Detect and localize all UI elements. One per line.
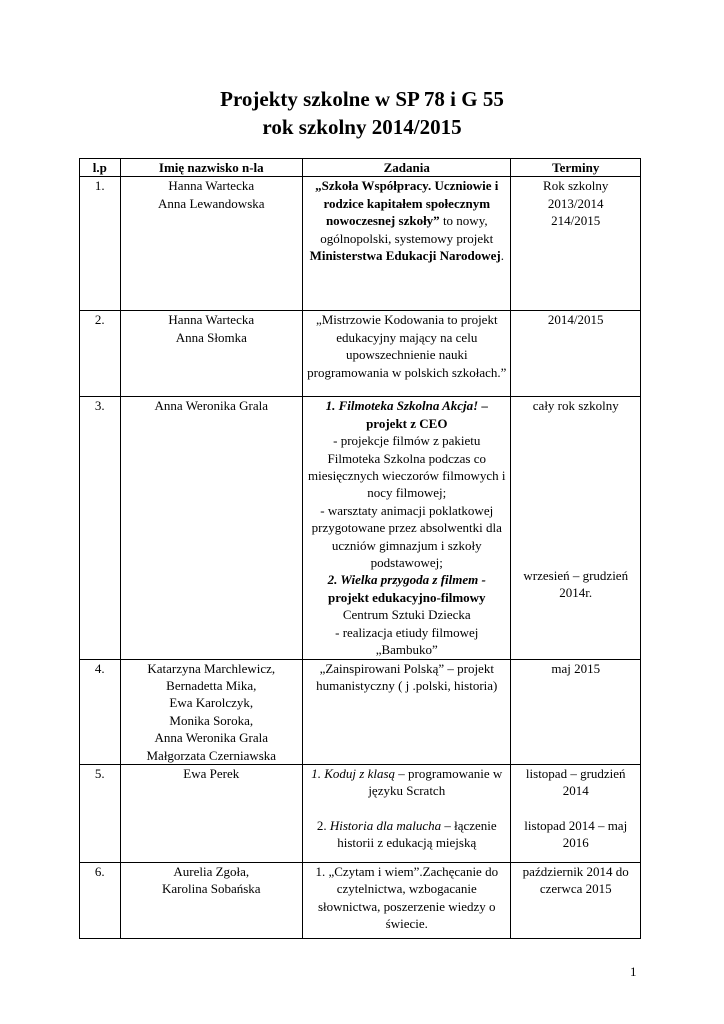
cell-lp: 6. (80, 862, 121, 938)
header-term: Terminy (511, 159, 641, 177)
task-bold-title: „Szkoła Współpracy. Uczniowie i rodzice kapitałem społecznym nowoczesnej szkoły” (315, 178, 499, 229)
cell-names (120, 177, 303, 311)
project-title-historia: Historia dla malucha (329, 817, 442, 833)
task-text: to nowy, ogólnopolski, systemowy projekt (320, 213, 494, 246)
task-text: - warsztaty animacji poklatkowej przygotowane przez absolwentki dla uczniów gimnazjum i szkoły podstawowej; (311, 502, 502, 571)
cell-lp: 5. (80, 764, 121, 862)
cell-term (511, 862, 641, 938)
person-name: Ewa Karolczyk, (169, 695, 254, 711)
person-name: Anna Weronika Grala (154, 398, 269, 414)
term-line: październik 2014 do czerwca 2015 (522, 863, 629, 897)
cell-lp: 4. (80, 659, 121, 764)
task-text: – programowanie w języku Scratch (368, 765, 503, 799)
page-number: 1 (630, 964, 637, 979)
task-text-end: . (500, 248, 504, 264)
cell-names (120, 311, 303, 397)
term-line: listopad – grudzień 2014 (525, 765, 626, 799)
cell-task (303, 177, 511, 311)
header-name: Imię nazwisko n-la (120, 159, 303, 177)
cell-task: „Zainspirowani Polską” – projekt humanistyczny ( j .polski, historia) (303, 659, 511, 764)
person-name: Anna Lewandowska (158, 195, 265, 211)
person-name: Hanna Wartecka (168, 312, 255, 328)
cell-task (303, 764, 511, 862)
cell-lp: 2. (80, 311, 121, 397)
cell-lp: 3. (80, 397, 121, 659)
cell-lp: 1. (80, 177, 121, 311)
term-line: 2014/2015 (547, 312, 604, 328)
term-line: Rok szkolny (543, 178, 609, 194)
cell-names (120, 862, 303, 938)
task-text: Centrum Sztuki Dziecka (342, 607, 471, 623)
person-name: Karolina Sobańska (162, 881, 261, 897)
person-name: Anna Weronika Grala (154, 730, 269, 746)
person-name: Bernadetta Mika, (166, 677, 257, 693)
task-text: - realizacja etiudy filmowej „Bambuko” (335, 624, 479, 658)
table-row (80, 862, 641, 938)
term-line: 214/2015 (551, 213, 601, 229)
person-name: Monika Soroka, (169, 712, 254, 728)
task-text: - projekcje filmów z pakietu Filmoteka Szkolna podczas co miesięcznych wieczorów filmowych i nocy filmowej; (308, 433, 506, 501)
term-line: maj 2015 (551, 660, 601, 676)
term-line: listopad 2014 – maj 2016 (524, 817, 628, 851)
person-name: Ewa Perek (183, 765, 240, 781)
cell-task: 1. „Czytam i wiem”.Zachęcanie do czytelnictwa, wzbogacanie słownictwa, poszerzenie wiedzy o świecie. (303, 862, 511, 938)
cell-names (120, 397, 303, 659)
table-row (80, 764, 641, 862)
task-item-historia (306, 817, 507, 852)
project-title-wielka-przygoda: 2. Wielka przygoda z filmem - (327, 572, 486, 588)
cell-term (511, 397, 641, 659)
cell-names (120, 764, 303, 862)
project-subtitle-edukacyjno: projekt edukacyjno-filmowy (327, 589, 486, 605)
cell-task (303, 397, 511, 659)
task-number: 2. (316, 817, 330, 833)
term-line: wrzesień – grudzień 2014r. (523, 567, 629, 601)
cell-term (511, 764, 641, 862)
table-header-row (80, 159, 641, 177)
person-name: Aurelia Zgoła, (173, 863, 250, 879)
cell-term (511, 659, 641, 764)
header-lp: l.p (80, 159, 121, 177)
task-bold-ministry: Ministerstwa Edukacji Narodowej (309, 248, 501, 264)
term-line: cały rok szkolny (532, 398, 619, 414)
table-row (80, 659, 641, 764)
projects-table (79, 158, 641, 939)
cell-term (511, 311, 641, 397)
project-title-koduj: 1. Koduj z klasą (311, 765, 396, 781)
table-row (80, 177, 641, 311)
task-text: – łączenie historii z edukacją miejską (337, 817, 497, 851)
header-task: Zadania (303, 159, 511, 177)
cell-term (511, 177, 641, 311)
title-line-2: rok szkolny 2014/2015 (262, 115, 462, 139)
person-name: Małgorzata Czerniawska (146, 747, 277, 763)
term-line: 2013/2014 (547, 195, 604, 211)
person-name: Hanna Wartecka (168, 178, 255, 194)
table-row (80, 311, 641, 397)
person-name: Katarzyna Marchlewicz, (147, 660, 276, 676)
title-line-1: Projekty szkolne w SP 78 i G 55 (220, 87, 504, 111)
task-item-koduj (306, 765, 507, 800)
project-title-filmoteka: 1. Filmoteka Szkolna Akcja! – (325, 398, 488, 414)
cell-names (120, 659, 303, 764)
person-name: Anna Słomka (175, 329, 247, 345)
page-title (0, 85, 724, 141)
table-row (80, 397, 641, 659)
cell-task: „Mistrzowie Kodowania to projekt edukacyjny mający na celu upowszechnienie nauki programowania w polskich szkołach.” (303, 311, 511, 397)
project-subtitle-ceo: projekt z CEO (366, 415, 448, 431)
